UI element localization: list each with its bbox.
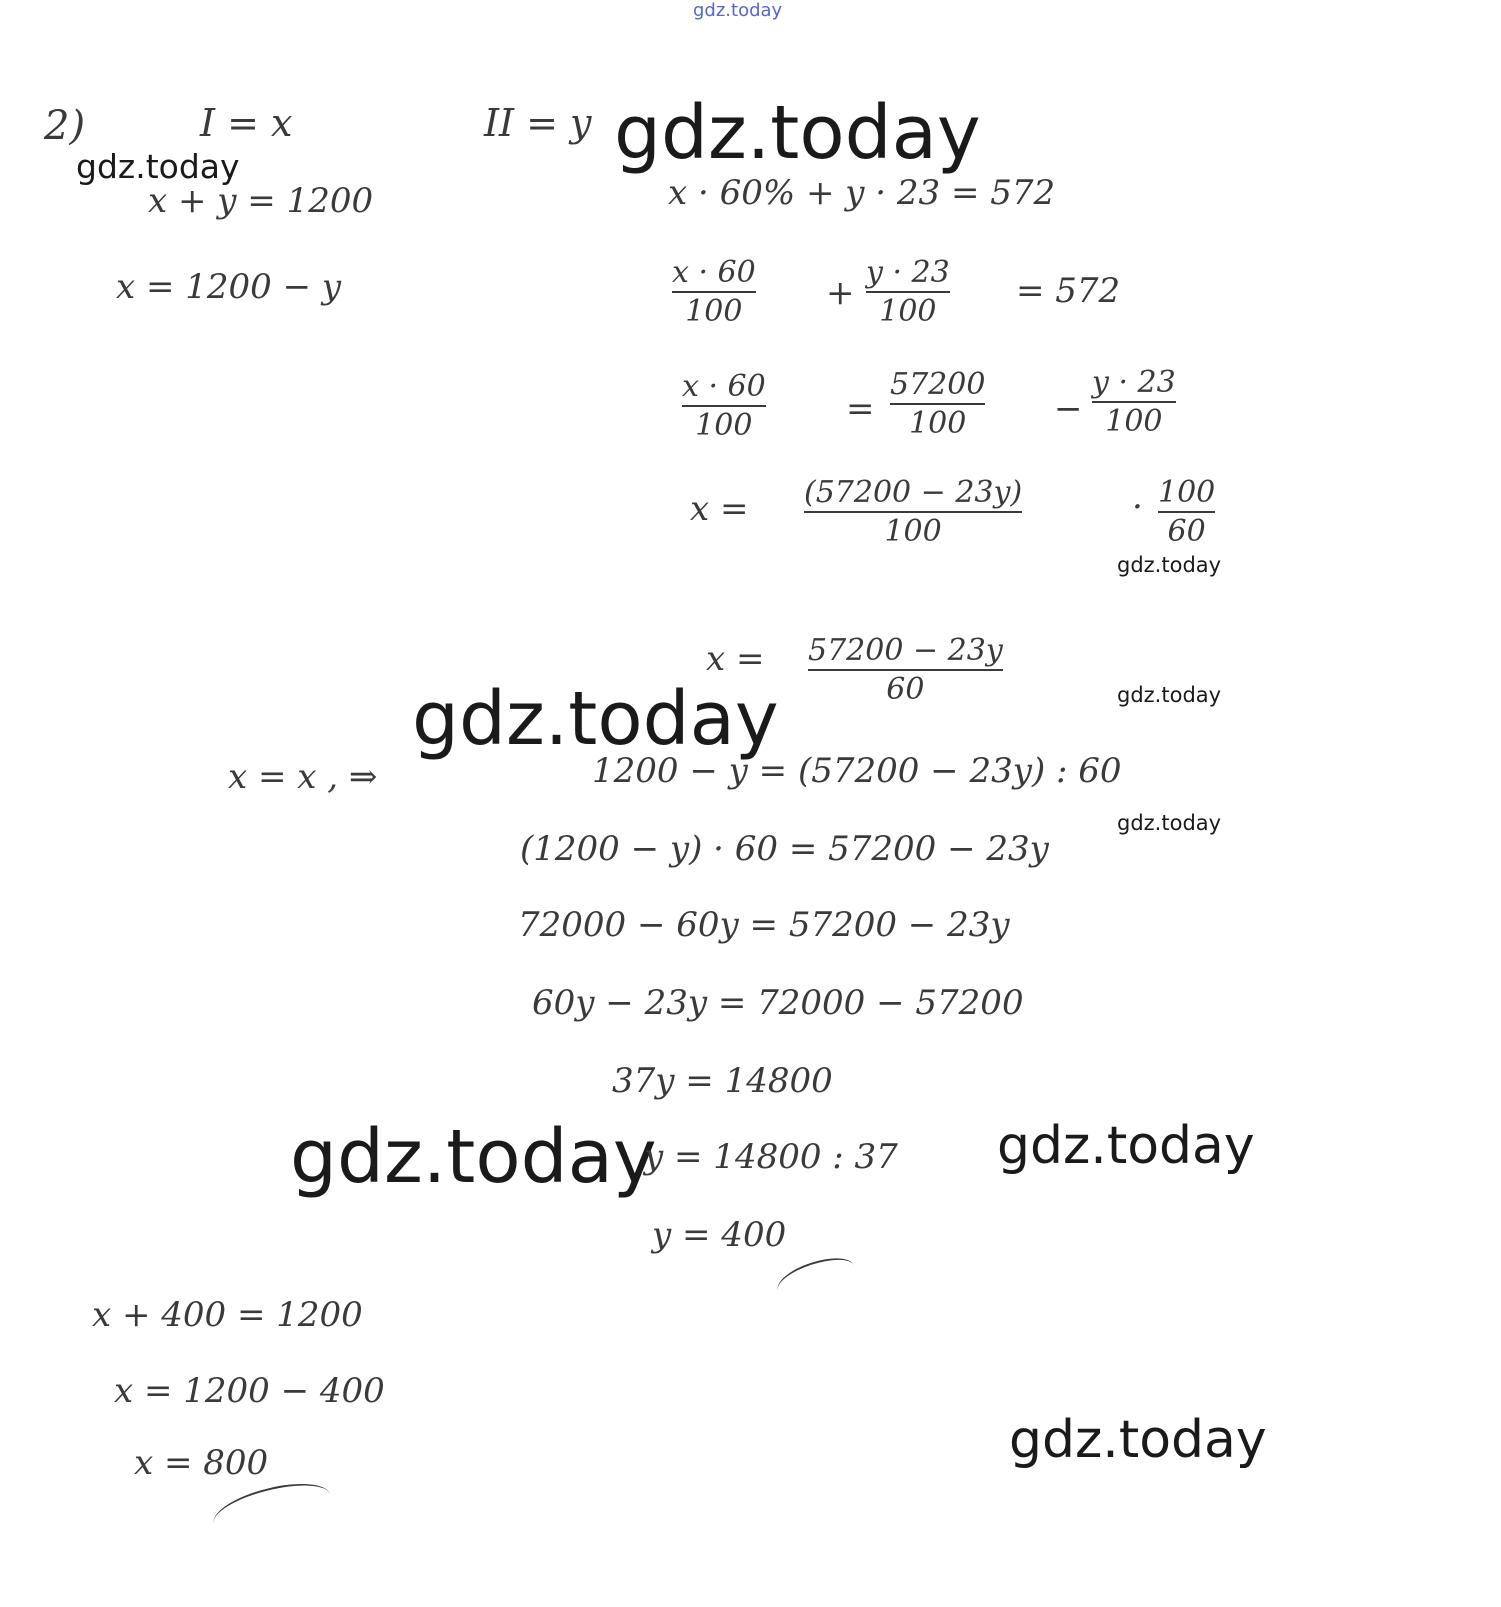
fraction: y · 23 100 bbox=[1092, 365, 1176, 439]
equation-equate: x = x , ⇒ bbox=[228, 757, 378, 797]
equation-sum: x + y = 1200 bbox=[148, 181, 374, 221]
bottom-step-1: x + 400 = 1200 bbox=[92, 1295, 363, 1335]
watermark: gdz.today bbox=[614, 90, 981, 176]
answer-underline bbox=[773, 1250, 859, 1305]
fraction: (57200 − 23y) 100 bbox=[804, 475, 1023, 549]
fraction: 57200 − 23y 60 bbox=[808, 633, 1003, 707]
operator: = bbox=[846, 389, 875, 429]
answer-underline bbox=[209, 1474, 336, 1544]
operator: + bbox=[826, 273, 855, 313]
operator: · bbox=[1132, 487, 1143, 527]
problem-number: 2) bbox=[44, 103, 86, 149]
solution-result-x: x = 800 bbox=[134, 1443, 269, 1483]
watermark-top: gdz.today bbox=[693, 0, 783, 21]
solution-step-2: (1200 − y) · 60 = 57200 − 23y bbox=[520, 829, 1049, 869]
watermark: gdz.today bbox=[1009, 1410, 1267, 1470]
definition-second: II = y bbox=[484, 101, 592, 145]
watermark: gdz.today bbox=[290, 1114, 657, 1200]
fraction: x · 60 100 bbox=[672, 255, 756, 329]
fraction: 100 60 bbox=[1158, 475, 1216, 549]
fraction: 57200 100 bbox=[890, 367, 986, 441]
definition-first: I = x bbox=[200, 101, 293, 145]
bottom-step-2: x = 1200 − 400 bbox=[114, 1371, 385, 1411]
solution-step-4: 60y − 23y = 72000 − 57200 bbox=[532, 983, 1024, 1023]
watermark: gdz.today bbox=[76, 147, 240, 186]
solution-step-6: y = 14800 : 37 bbox=[644, 1137, 898, 1177]
watermark: gdz.today bbox=[1117, 683, 1222, 707]
operator: − bbox=[1054, 389, 1083, 429]
solution-step-1: 1200 − y = (57200 − 23y) : 60 bbox=[592, 751, 1122, 791]
fraction: x · 60 100 bbox=[682, 369, 766, 443]
fraction: y · 23 100 bbox=[866, 255, 950, 329]
equation-lhs: x = bbox=[706, 639, 765, 679]
solution-step-5: 37y = 14800 bbox=[612, 1061, 833, 1101]
watermark: gdz.today bbox=[412, 676, 779, 762]
equation-x-expression: x = 1200 − y bbox=[116, 267, 342, 307]
watermark: gdz.today bbox=[997, 1116, 1255, 1176]
equation-lhs: x = bbox=[690, 489, 749, 529]
solution-result-y: y = 400 bbox=[652, 1215, 787, 1255]
equation-rhs: = 572 bbox=[1016, 271, 1121, 311]
watermark: gdz.today bbox=[1117, 811, 1222, 835]
equation-percent: x · 60% + y · 23 = 572 bbox=[668, 173, 1056, 213]
solution-step-3: 72000 − 60y = 57200 − 23y bbox=[518, 905, 1010, 945]
watermark: gdz.today bbox=[1117, 553, 1222, 577]
